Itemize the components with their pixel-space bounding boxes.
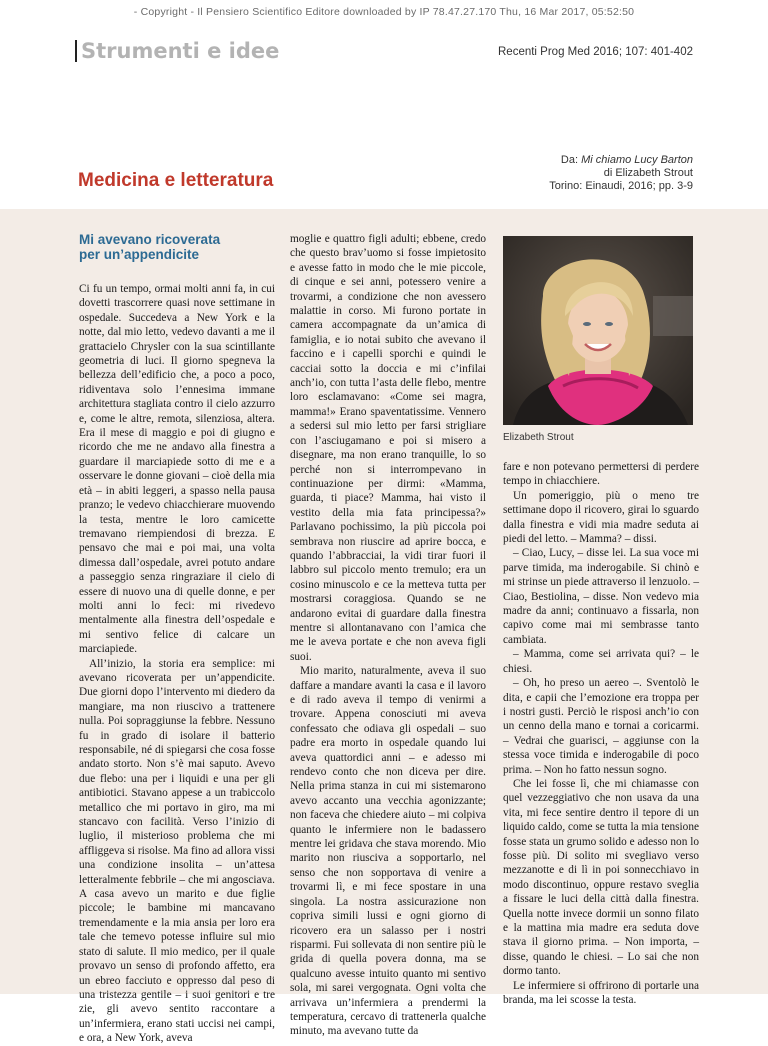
text-column-2 (290, 232, 486, 1039)
paragraph: Ci fu un tempo, ormai molti anni fa, in cui dovetti trascorrere quasi nove settimane in ospedale. Succedeva a New York e la notte, dal mio letto, vedevo davanti a me il grattacielo Chrysler con la sua scintillante geometria di luci. Il giorno spegneva la bellezza dell’edificio che, a poco a poco, ridiventava solo l’ennesima immane architettura stagliata contro il cielo azzurro e, come le altre, remota, silenziosa, altera. Era il mese di maggio e poi di giugno e ricordo che me ne andavo alla finestra a guardare il marciapiede sotto di me e a osservare le donne giovani – cioè della mia età – in abiti leggeri, a spasso nella pausa pranzo; le vedevo chiacchierare muovendo la testa, mentre le loro camicette tremavano riempiendosi di brezza. E pensavo che mai e poi mai, una volta dimessa dall’ospedale, avrei potuto andare a passeggio senza ringraziare il cielo di essere di nuovo una di quelle donne, e per molti anni lo feci: mi rivedevo mentalmente alla finestra dell’ospedale e mi sentivo felice di calcare un marciapiede. (79, 283, 275, 656)
article-title-line-1: Mi avevano ricoverata (79, 232, 221, 247)
paragraph: – Ciao, Lucy, – disse lei. La sua voce mi parve timida, ma inderogabile. Si chinò e mi strinse un piede attraverso il lenzuolo. – Ciao, Bestiolina, – disse. Non vedevo mia madre da anni; continuavo a fissarla, non capivo come mai mi sembrasse tanto cambiata. (503, 547, 699, 646)
book-title: Mi chiamo Lucy Barton (581, 154, 693, 166)
section-title: Strumenti e idee (75, 40, 279, 62)
photo-caption: Elizabeth Strout (503, 432, 574, 443)
author-portrait-image (503, 236, 693, 425)
rubric-title: Medicina e letteratura (78, 170, 274, 191)
paragraph: Mio marito, naturalmente, aveva il suo daffare a mandare avanti la casa e il lavoro e di rado aveva il tempo di venirmi a trovare. Appena conosciuti mi aveva confessato che odiava gli ospedali – suo padre era morto in ospedale quando lui aveva quattordici anni – e adesso mi rendevo conto che non diceva per dire. Nella prima stanza in cui mi sistemarono avevo accanto una vecchia agonizzante; non faceva che chiedere aiuto – mi colpiva quanto le infermiere non le badassero mentre lei gridava che stava morendo. Mio marito non riusciva a sopportarlo, nel senso che non sopportava di venire a trovarmi lì, e mi fece spostare in una singola. La nostra assicurazione non copriva simili lussi e ogni giorno di ricovero era un salasso per i nostri risparmi. Fui sollevata di non sentire più le grida di quella povera donna, ma se qualcuno avesse intuito quanto mi sentivo sola, mi sarei vergognata. Ogni volta che arrivava un’infermiera a prendermi la temperatura, cercavo di trattenerla qualche minuto, ma avevano tutte da (290, 665, 486, 1038)
book-publisher: Torino: Einaudi, 2016; pp. 3-9 (549, 180, 693, 192)
journal-reference: Recenti Prog Med 2016; 107: 401-402 (498, 46, 693, 58)
paragraph: Un pomeriggio, più o meno tre settimane dopo il ricovero, girai lo sguardo dalla finestra e vidi mia madre seduta ai piedi del letto. – Mamma? – dissi. (503, 489, 699, 546)
paragraph: moglie e quattro figli adulti; ebbene, credo che questo brav’uomo si fosse impietosito e avesse fatto in modo che le mie piccole, di cinque e sei anni, potessero venire a trovarmi, a condizione che non avessero malattie in corso. Mi furono portate in camera accompagnate da un’amica di famiglia, e io notai subito che avevano il faccino e i capelli sporchi e quindi le cacciai sotto la doccia e mi c’infilai anch’io, con tutta l’asta delle flebo, mentre loro esclamavano: «Come sei magra, mamma!» Erano spaventatissime. Vennero a sedersi sul mio letto per farsi strigliare con l’asciugamano e poi si misero a disegnare, ma non erano tranquille, lo so perché non si interrompevano in continuazione per dirmi: «Mamma, guarda, ti piace? Mamma, hai visto il vestito della mia fata principessa?» Parlavano pochissimo, la più piccola poi sembrava non riuscire ad aprire bocca, e quando l’abbracciai, la vidi tirar fuori il labbro sul piccolo mento tremulo; era un cosino minuscolo e ce la metteva tutta per mostrarsi coraggiosa. Quando se ne andarono evitai di guardare dalla finestra mentre si allontanavano con l’amica che me le aveva portate e che non aveva figli suoi. (290, 233, 486, 663)
paragraph: Che lei fosse lì, che mi chiamasse con quel vezzeggiativo che non usava da una vita, mi fece sentire dentro il tepore di un liquido caldo, come se tutta la mia tensione fosse stata un grumo solido e adesso non lo fosse più. Di solito mi svegliavo verso mezzanotte e di lì in poi sonnecchiavo in modo discontinuo, oppure restavo sveglia a fissare le luci della città dalla finestra. Quella notte invece dormii un sonno filato e la mattina mia madre era seduta dove stava il giorno prima. – Non importa, – disse, quando le chiesi. – Lo sai che non dormo tanto. (503, 777, 699, 978)
copyright-notice: - Copyright - Il Pensiero Scientifico Editore downloaded by IP 78.47.27.170 Thu, 16 Mar 2017, 05:52:50 (133, 6, 635, 18)
source-prefix: Da: (560, 154, 579, 166)
paragraph: fare e non potevano permettersi di perdere tempo in chiacchiere. (503, 461, 699, 488)
text-column-3 (503, 460, 699, 1007)
text-column-1 (79, 232, 275, 1046)
author-photo (503, 236, 693, 425)
source-citation (549, 154, 693, 193)
paragraph: All’inizio, la storia era semplice: mi avevano ricoverata per un’appendicite. Due giorni dopo l’intervento mi diedero da mangiare, ma non riuscivo a trattenere nulla. Poi sopraggiunse la febbre. Nessuno fu in grado di isolare il batterio responsabile, né di spiegarsi che cosa fosse andato storto. Non s’è mai saputo. Avevo due flebo: una per i liquidi e una per gli antibiotici. Stavano appese a un trabiccolo metallico che mi portavo in giro, ma mi stancavo con facilità. Verso l’inizio di luglio, il misterioso problema che mi affliggeva si risolse. Ma fino ad allora vissi una condizione insolita – un’attesa letteralmente febbrile – che mi angosciava. A casa avevo un marito e due figlie piccole; le bambine mi mancavano tremendamente e la mia ansia per loro era tale che temevo potesse influire sul mio stato di salute. Il mio medico, per il quale provavo un senso di profondo affetto, era un ebreo facciuto e oppresso dal peso di una tristezza gentile – i suoi genitori e tre zie, gli avevo sentito raccontare a un’infermiera, erano stati uccisi nei campi, e ora, a New York, aveva (79, 657, 275, 1045)
paragraph: Le infermiere si offrirono di portarle una branda, ma lei scosse la testa. (503, 979, 699, 1007)
book-author: di Elizabeth Strout (603, 167, 693, 179)
paragraph: – Mamma, come sei arrivata qui? – le chiesi. (503, 648, 699, 675)
article-title (79, 232, 275, 262)
paragraph: – Oh, ho preso un aereo –. Sventolò le dita, e capii che l’emozione era troppa per i nostri gusti. Perciò le risposi anch’io con un cenno della mano e tornai a coricarmi. – Vedrai che guarisci, – aggiunse con la stessa voce timida e inderogabile di poco prima. – Non ho fatto nessun sogno. (503, 677, 699, 776)
article-title-line-2: per un’appendicite (79, 247, 200, 262)
